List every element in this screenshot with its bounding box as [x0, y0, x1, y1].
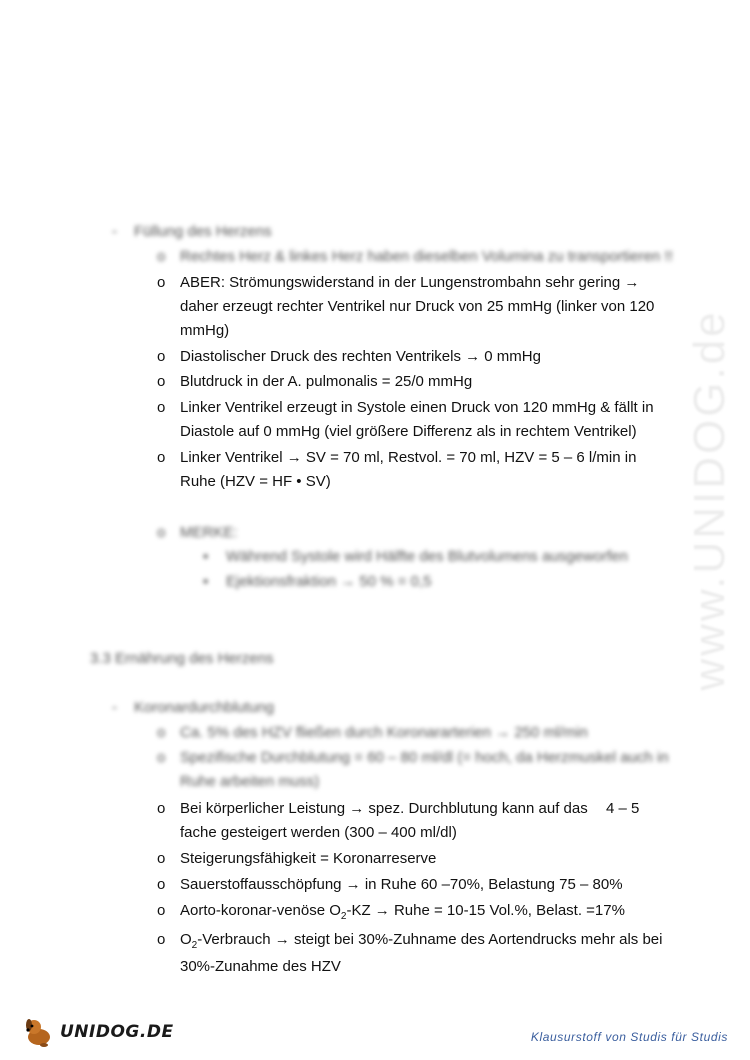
subscript: 2 [191, 940, 198, 951]
text-part: Aorto-koronar-venöse O [180, 902, 341, 919]
circle-bullet: o [157, 800, 166, 817]
subheading-koronardurchblutung: Koronardurchblutung [134, 699, 275, 716]
list-item: Diastolischer Druck des rechten Ventrikels → 0 mmHg [180, 348, 541, 365]
list-item [180, 929, 662, 957]
text-part: O [180, 931, 192, 948]
list-item-cont: fache gesteigert werden (300 – 400 ml/dl) [180, 824, 457, 841]
merke-item: Ejektionsfraktion → 50 % = 0,5 [226, 573, 432, 590]
list-item: Bei körperlicher Leistung → spez. Durchblutung kann auf das [180, 800, 588, 817]
text-part: -Verbrauch → steigt bei 30%-Zuhname des Aortendrucks mehr als bei [197, 931, 663, 948]
section-heading-ernaehrung: 3.3 Ernährung des Herzens [90, 650, 274, 667]
circle-bullet: o [157, 749, 166, 766]
text-part: -KZ → Ruhe = 10-15 Vol.%, Belast. =17% [346, 902, 625, 919]
merke-item: Während Systole wird Hälfte des Blutvolumens ausgeworfen [226, 548, 628, 565]
dog-icon [22, 1015, 56, 1049]
list-item: Linker Ventrikel erzeugt in Systole einen Druck von 120 mmHg & fällt in [180, 399, 654, 416]
footer-tagline: Klausurstoff von Studis für Studis [530, 1030, 728, 1044]
list-item: Spezifische Durchblutung = 60 – 80 ml/dl (= hoch, da Herzmuskel auch in [180, 749, 669, 766]
list-item: Sauerstoffausschöpfung → in Ruhe 60 –70%, Belastung 75 – 80% [180, 876, 623, 893]
circle-bullet: o [157, 850, 166, 867]
circle-bullet: o [157, 399, 166, 416]
dash-bullet: - [112, 223, 117, 240]
circle-bullet: o [157, 902, 166, 919]
circle-bullet: o [157, 373, 166, 390]
list-item: Ca. 5% des HZV fließen durch Koronararterien → 250 ml/min [180, 724, 588, 741]
circle-bullet: o [157, 876, 166, 893]
circle-bullet: o [157, 449, 166, 466]
watermark: www.UNIDOG.de [685, 309, 734, 691]
square-bullet: ▪ [203, 548, 209, 565]
list-item: Rechtes Herz & linkes Herz haben dieselben Volumina zu transportieren !! [180, 248, 673, 265]
circle-bullet: o [157, 524, 166, 541]
list-item: ABER: Strömungswiderstand in der Lungenstrombahn sehr gering → [180, 274, 640, 291]
circle-bullet: o [157, 724, 166, 741]
list-item-value: 4 – 5 [606, 800, 640, 817]
list-item-cont: daher erzeugt rechter Ventrikel nur Druck von 25 mmHg (linker von 120 [180, 298, 655, 315]
logo-text: UNIDOG.DE [60, 1022, 174, 1042]
list-item [180, 900, 625, 928]
subscript: 2 [340, 911, 347, 922]
list-item-cont: Ruhe arbeiten muss) [180, 773, 320, 790]
section-heading-fuellung: Füllung des Herzens [134, 223, 272, 240]
list-item-cont: 30%-Zunahme des HZV [180, 958, 341, 975]
circle-bullet: o [157, 248, 166, 265]
circle-bullet: o [157, 931, 166, 948]
dash-bullet: - [112, 699, 117, 716]
square-bullet: ▪ [203, 573, 209, 590]
merke-label: MERKE: [180, 524, 238, 541]
list-item: Linker Ventrikel → SV = 70 ml, Restvol. = 70 ml, HZV = 5 – 6 l/min in [180, 449, 637, 466]
list-item-cont: Ruhe (HZV = HF • SV) [180, 473, 331, 490]
circle-bullet: o [157, 274, 166, 291]
list-item-cont: Diastole auf 0 mmHg (viel größere Differenz als in rechtem Ventrikel) [180, 423, 637, 440]
list-item-cont: mmHg) [180, 322, 230, 339]
circle-bullet: o [157, 348, 166, 365]
list-item: Steigerungsfähigkeit = Koronarreserve [180, 850, 437, 867]
list-item: Blutdruck in der A. pulmonalis = 25/0 mmHg [180, 373, 473, 390]
unidog-logo [22, 1013, 174, 1051]
